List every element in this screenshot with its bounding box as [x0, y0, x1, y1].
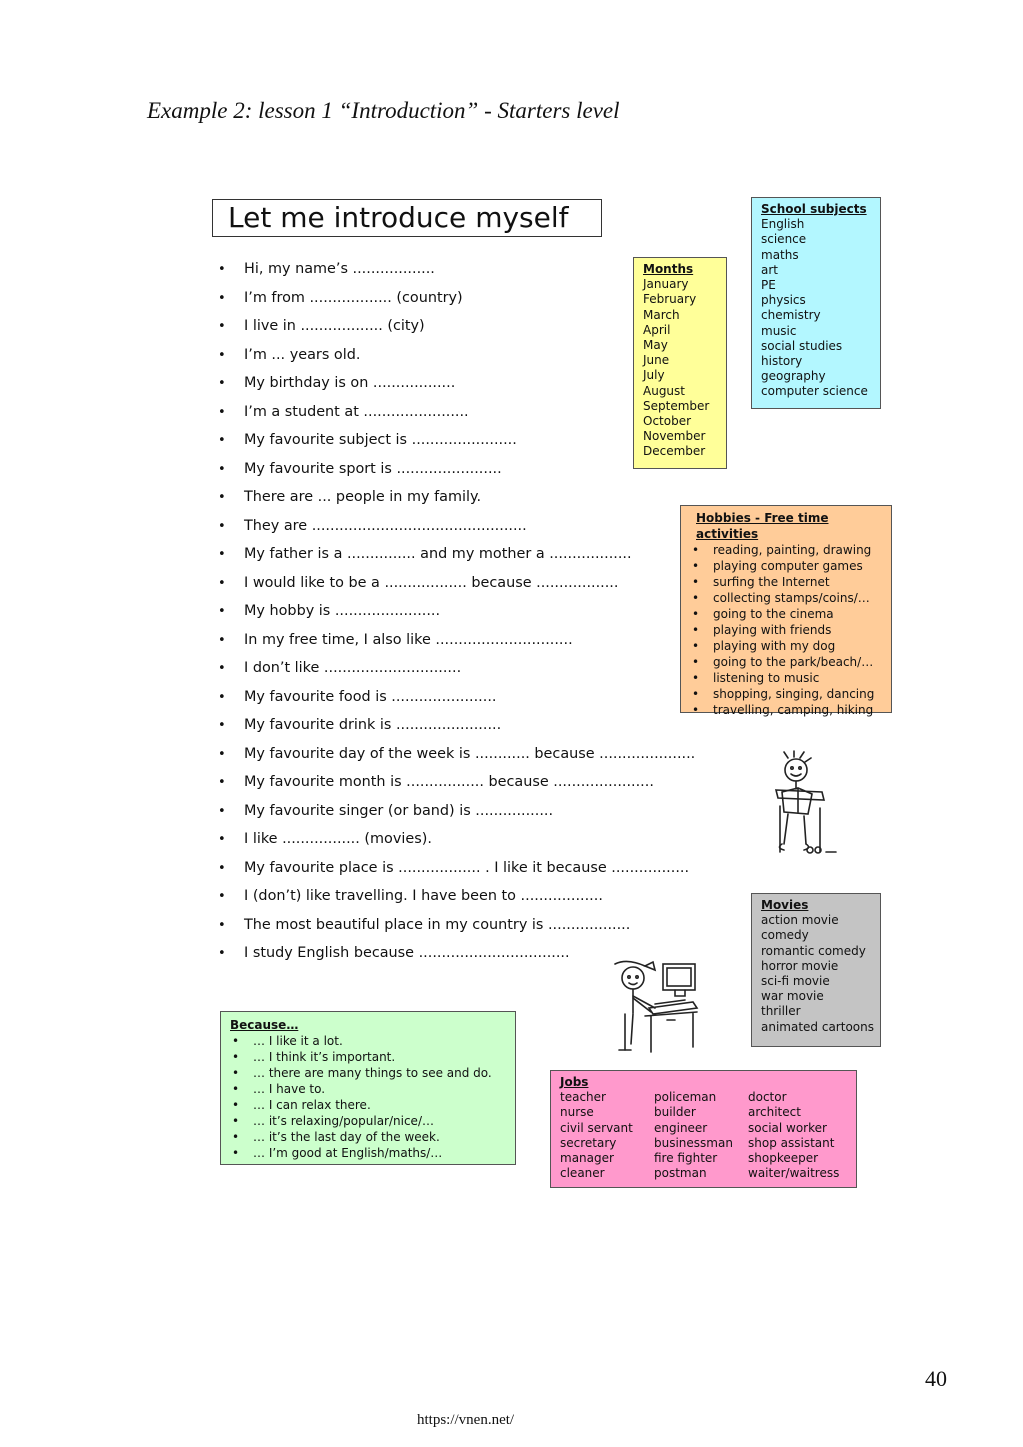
job-item: teacher: [560, 1090, 606, 1105]
job-item: waiter/waitress: [748, 1166, 840, 1181]
month-item: November: [643, 429, 706, 444]
prompt-text: In my free time, I also like ..............................: [244, 631, 573, 648]
subject-item: physics: [761, 293, 806, 308]
prompt-text: I live in .................. (city): [244, 318, 425, 334]
prompt-text: My favourite subject is .......................: [244, 432, 517, 448]
bullet-icon: •: [218, 575, 226, 591]
movie-item: war movie: [761, 989, 824, 1004]
prompt-item: [218, 341, 695, 370]
prompt-text: My birthday is on ..................: [244, 375, 456, 391]
bullet-icon: •: [218, 632, 226, 648]
month-item: October: [643, 414, 692, 429]
prompt-item: [218, 854, 695, 883]
months-heading: Months: [643, 262, 694, 276]
month-item: December: [643, 444, 706, 459]
job-item: manager: [560, 1151, 614, 1166]
because-item: • … I’m good at English/maths/…: [230, 1145, 515, 1161]
month-item: May: [643, 338, 668, 353]
job-item: builder: [654, 1105, 696, 1120]
subject-item: PE: [761, 278, 776, 293]
subject-item: science: [761, 232, 807, 247]
hobby-item: • going to the cinema: [690, 606, 891, 622]
bullet-icon: •: [218, 889, 226, 904]
hobby-item: • collecting stamps/coins/…: [690, 590, 891, 606]
hobbies-list: [690, 542, 891, 718]
prompt-item: [218, 740, 695, 769]
because-item: • … I like it a lot.: [230, 1033, 515, 1049]
bullet-icon: •: [218, 376, 226, 391]
prompt-item: [218, 512, 695, 541]
prompt-text: My favourite place is .................. . I like it because .................: [244, 859, 690, 876]
jobs-column: [748, 1090, 842, 1181]
job-item: social worker: [748, 1120, 827, 1135]
prompt-item: [218, 540, 695, 569]
prompt-text: I’m ... years old.: [244, 346, 361, 363]
prompt-item: [218, 369, 695, 398]
movie-item: horror movie: [761, 958, 839, 973]
because-item: • … I can relax there.: [230, 1097, 515, 1113]
bullet-icon: •: [218, 547, 226, 562]
month-item: April: [643, 322, 671, 337]
job-item: fire fighter: [654, 1151, 718, 1166]
because-item: • … I think it’s important.: [230, 1049, 515, 1065]
movie-item: romantic comedy: [761, 943, 866, 958]
movie-item: thriller: [761, 1004, 801, 1019]
prompt-item: [218, 398, 695, 427]
prompt-text: I (don’t) like travelling. I have been to ..................: [244, 888, 603, 904]
job-item: civil servant: [560, 1120, 633, 1135]
hobby-item: • going to the park/beach/…: [690, 654, 891, 670]
prompt-text: My favourite month is ................. because ......................: [244, 774, 654, 790]
prompt-item: [218, 284, 695, 313]
hobby-item: • travelling, camping, hiking: [690, 702, 891, 718]
subject-item: English: [761, 217, 805, 232]
bullet-icon: •: [218, 347, 226, 363]
bullet-icon: •: [218, 604, 226, 619]
subject-item: computer science: [761, 384, 868, 399]
movie-item: sci-fi movie: [761, 974, 830, 989]
bullet-icon: •: [218, 718, 226, 733]
jobs-column: [560, 1090, 654, 1181]
job-item: policeman: [654, 1090, 717, 1105]
prompt-item: [218, 711, 695, 740]
prompt-text: My favourite food is .......................: [244, 688, 497, 705]
hobby-item: • reading, painting, drawing: [690, 542, 891, 558]
job-item: shop assistant: [748, 1135, 835, 1150]
bullet-icon: •: [218, 661, 226, 676]
month-item: February: [643, 292, 697, 307]
prompt-text: My favourite singer (or band) is .................: [244, 802, 554, 819]
prompt-text: I don’t like ..............................: [244, 660, 462, 676]
jobs-columns: [560, 1090, 856, 1181]
hobby-item: • playing with my dog: [690, 638, 891, 654]
subject-item: music: [761, 323, 797, 338]
subject-item: history: [761, 354, 803, 369]
prompt-item: [218, 455, 695, 484]
bullet-icon: •: [218, 518, 226, 534]
prompt-item: [218, 797, 695, 826]
prompt-text: I would like to be a .................. because ..................: [244, 574, 619, 591]
because-heading: Because…: [230, 1018, 299, 1032]
job-item: engineer: [654, 1120, 708, 1135]
prompt-text: Hi, my name’s ..................: [244, 261, 435, 277]
bullet-icon: •: [218, 689, 226, 705]
prompt-item: [218, 882, 695, 911]
bullet-icon: •: [218, 803, 226, 819]
bullet-icon: •: [218, 490, 226, 505]
subject-item: geography: [761, 369, 826, 384]
document-caption: Example 2: lesson 1 “Introduction” - Starters level: [147, 98, 620, 123]
prompt-text: I like ................. (movies).: [244, 831, 432, 847]
subject-item: chemistry: [761, 308, 821, 323]
footer-url: https://vnen.net/: [417, 1412, 515, 1428]
prompt-item: [218, 768, 695, 797]
worksheet-title: Let me introduce myself: [212, 199, 602, 237]
subject-item: maths: [761, 247, 799, 262]
hobbies-box: [680, 505, 892, 717]
prompt-item: [218, 597, 695, 626]
because-item: • … it’s the last day of the week.: [230, 1129, 515, 1145]
movies-list: [761, 913, 880, 1035]
job-item: architect: [748, 1105, 801, 1120]
hobbies-heading: Hobbies - Free time activities: [696, 511, 829, 541]
prompt-text: I’m a student at .......................: [244, 403, 469, 420]
prompt-text: There are ... people in my family.: [244, 489, 482, 505]
movie-item: comedy: [761, 928, 809, 943]
because-item: • … it’s relaxing/popular/nice/…: [230, 1113, 515, 1129]
prompt-item: [218, 825, 695, 854]
jobs-column: [654, 1090, 748, 1181]
prompt-item: [218, 654, 695, 683]
month-item: June: [643, 353, 670, 368]
school-subjects-list: [761, 217, 880, 399]
job-item: doctor: [748, 1090, 787, 1105]
child-computer-sketch: [605, 958, 705, 1058]
hobby-item: • playing computer games: [690, 558, 891, 574]
prompt-text: My favourite drink is .......................: [244, 717, 502, 733]
bullet-icon: •: [218, 917, 226, 933]
prompt-text: My favourite day of the week is ............ because .....................: [244, 745, 696, 762]
movies-box: [751, 893, 881, 1047]
prompt-item: [218, 255, 695, 284]
school-subjects-heading: School subjects: [761, 202, 867, 216]
prompt-item: [218, 426, 695, 455]
prompt-item: [218, 683, 695, 712]
prompt-item: [218, 483, 695, 512]
month-item: August: [643, 383, 685, 398]
prompt-text: My favourite sport is .......................: [244, 460, 502, 477]
bullet-icon: •: [218, 404, 226, 420]
job-item: shopkeeper: [748, 1151, 819, 1166]
bullet-icon: •: [218, 775, 226, 790]
jobs-box: [550, 1070, 857, 1188]
bullet-icon: •: [218, 461, 226, 477]
job-item: secretary: [560, 1135, 617, 1150]
prompt-item: [218, 569, 695, 598]
bullet-icon: •: [218, 746, 226, 762]
movie-item: action movie: [761, 913, 839, 928]
job-item: postman: [654, 1166, 707, 1181]
prompt-text: My hobby is .......................: [244, 603, 441, 619]
school-subjects-box: [751, 197, 881, 409]
prompt-text: I study English because .................................: [244, 945, 570, 961]
subject-item: social studies: [761, 338, 843, 353]
months-list: [643, 277, 726, 459]
month-item: September: [643, 398, 710, 413]
bullet-icon: •: [218, 262, 226, 277]
month-item: July: [643, 368, 665, 383]
job-item: cleaner: [560, 1166, 605, 1181]
hobby-item: • shopping, singing, dancing: [690, 686, 891, 702]
bullet-icon: •: [218, 832, 226, 847]
because-box: [220, 1011, 516, 1165]
months-box: [633, 257, 727, 469]
month-item: March: [643, 307, 680, 322]
subject-item: art: [761, 262, 778, 277]
month-item: January: [643, 277, 689, 292]
job-item: nurse: [560, 1105, 594, 1120]
bullet-icon: •: [218, 290, 226, 306]
prompt-item: [218, 911, 695, 940]
movies-heading: Movies: [761, 898, 809, 912]
because-item: • … there are many things to see and do.: [230, 1065, 515, 1081]
hobby-item: • playing with friends: [690, 622, 891, 638]
prompt-item: [218, 626, 695, 655]
child-reading-sketch: [770, 750, 842, 862]
prompt-text: I’m from .................. (country): [244, 289, 463, 306]
prompt-text: They are ...............................................: [244, 517, 527, 534]
prompt-item: [218, 312, 695, 341]
bullet-icon: •: [218, 319, 226, 334]
because-list: [230, 1033, 515, 1161]
page-number: 40: [925, 1366, 947, 1391]
bullet-icon: •: [218, 433, 226, 448]
prompt-text: The most beautiful place in my country is ..................: [244, 916, 631, 933]
movie-item: animated cartoons: [761, 1019, 874, 1034]
prompt-text: My father is a ............... and my mother a ..................: [244, 546, 632, 562]
jobs-heading: Jobs: [560, 1075, 589, 1089]
hobby-item: • listening to music: [690, 670, 891, 686]
bullet-icon: •: [218, 860, 226, 876]
hobby-item: • surfing the Internet: [690, 574, 891, 590]
prompt-list: [218, 255, 695, 968]
because-item: • … I have to.: [230, 1081, 515, 1097]
job-item: businessman: [654, 1135, 733, 1150]
bullet-icon: •: [218, 946, 226, 961]
